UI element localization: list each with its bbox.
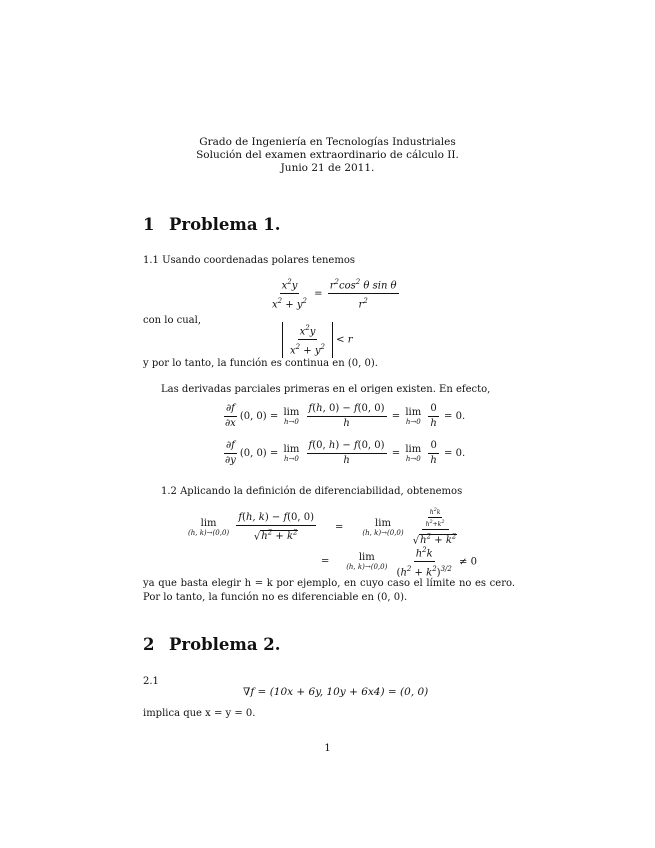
equation-diff-limit-2: = lim (h, k)→(0,0) $\frac{h^2k}{(h^2 + k^2)^{3/2}}$ ≠ 0 xyxy=(321,546,477,579)
paragraph-1-2-intro: 1.2 Aplicando la definición de diferenciabilidad, obtenemos xyxy=(161,486,463,497)
section-2-title: Problema 2. xyxy=(169,635,281,654)
paper-title-line-1: Grado de Ingeniería en Tecnologías Industriales xyxy=(199,136,456,148)
equation-inequality: $\frac{x^2y}{x^2 + y^2}$ < r xyxy=(282,322,353,358)
section-2-number: 2 xyxy=(143,635,155,654)
paragraph-conclusion: ya que basta elegir h = k por ejemplo, en cuyo caso el límite no es cero. Por lo tanto, la función no es diferenciable en (0, 0). xyxy=(143,578,515,603)
paper-date: Junio 21 de 2011. xyxy=(280,162,375,174)
equation-diff-limit-1: lim (h, k)→(0,0) $\frac{f(h, k) - f(0, 0)}{√h^2 + k^2}$ = lim (h, k)→(0,0) $\frac{\frac{h^2k}{h^2+k^2}}{√h^2 + k^2}$ xyxy=(188,507,457,547)
paragraph-partial-derivatives: Las derivadas parciales primeras en el origen existen. En efecto, xyxy=(161,384,491,395)
paragraph-continuity: y por lo tanto, la función es continua en (0, 0). xyxy=(143,358,378,369)
section-1-title: Problema 1. xyxy=(169,215,281,234)
equation-polar: $\frac{x^2y}{x^2 + y^2}$ = $\frac{r^2\cos^2 \theta \sin \theta}{r^2}$ xyxy=(272,278,397,311)
equation-gradient: ∇f = (10x + 6y, 10y + 6x4) = (0, 0) xyxy=(243,686,429,698)
section-2-heading xyxy=(143,635,281,654)
paragraph-con-lo-cual: con lo cual, xyxy=(143,315,202,326)
equation-partial-y: $\frac{\partial f}{\partial y}$ (0, 0) = lim h→0 $\frac{f(0, h) - f(0, 0)}{h}$ = lim h→0 $\frac{0}{h}$ = 0. xyxy=(225,440,466,466)
section-1-number: 1 xyxy=(143,215,155,234)
paper-title-line-2: Solución del examen extraordinario de cálculo II. xyxy=(196,149,459,161)
page-number: 1 xyxy=(324,743,331,754)
paragraph-implication: implica que x = y = 0. xyxy=(143,708,256,719)
section-1-heading xyxy=(143,215,281,234)
paragraph-2-1-label: 2.1 xyxy=(143,676,159,687)
paragraph-1-1-intro: 1.1 Usando coordenadas polares tenemos xyxy=(143,255,355,266)
equation-partial-x: $\frac{\partial f}{\partial x}$ (0, 0) = lim h→0 $\frac{f(h, 0) - f(0, 0)}{h}$ = lim h→0 $\frac{0}{h}$ = 0. xyxy=(225,403,466,429)
